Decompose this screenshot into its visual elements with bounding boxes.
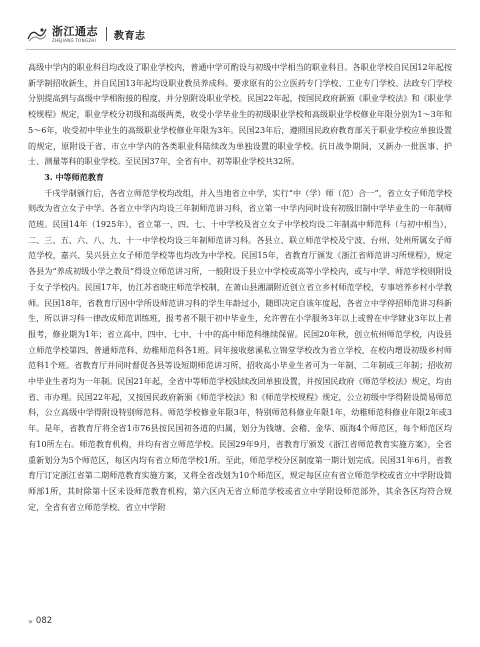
zhejiang-tongzhi-logo [26,25,98,43]
header-rule [26,49,456,50]
double-chevron-icon: » [28,616,32,626]
section-heading: 3. 中等师范教育 [44,171,105,182]
body-paragraph: 高级中学内的职业科目均改设了职业学校内，普通中学可酌设与初级中学相当的职业科目。各职业学校自民国12年起按新学制招收新生，并自民国13年起均设职业教员养成科。要求原有的公立医药专门学校、工业专门学校、法政专门学校分别提高到与高级中学相衔接的程度，并分别附设职业学校。民国22年起，按国民政府新颁《职业学校法》和《职业学校规程》规定，职业学校分初级和高级两类，收受小学毕业生的初级职业学校和高级职业学校修业年限分别为1～3年和5～6年，收受初中毕业生的高级职业学校修业年限为3年。民国23年后，遵照国民政府教育部关于职业学校应单独设置的规定，原附设于省、市立中学内的各类职业科陆续改为单独设置的职业学校。抗日战争期间，又新办一批医事、护士、测量等科的职业学校。至民国37年，全省有中、初等职业学校共32所。 [28,62,452,167]
gazetteer-emblem-icon [26,25,48,43]
header-divider [106,27,107,41]
logo-chinese-title: 浙江通志 [52,24,98,38]
page-body [28,60,452,515]
volume-title: 教育志 [114,30,146,42]
running-header [26,22,456,46]
body-paragraph: 千戌学制颁行后，各省立师范学校均改组，并入当地省立中学，实行“中（学）师（范）合一”，省立女子师范学校则改为省立女子中学。各省立中学内均设三年制师范讲习科，省立第一中学内同时设有初级旧制中学毕业生的一年制师范班。民国14年（1925年），省立第一、四、七、十中学校及省立女子中学校均设二年制高中师范科（与初中相当），二、三、五、六、八、九、十一中学校均设三年制师范讲习科。各县立、联立师范学校及宁波、台州、处州所属女子师范学校，嘉兴、吴兴县立女子师范学校等也均改为中学校。民国15年，省教育厅颁发《浙江省师范讲习所规程》，规定各县为“养成初级小学之教员”得设立师范讲习所，一般附设于县立中学校或高等小学校内，或与中学、师范学校则附设于女子学校内。民国17年，仿江苏省晓庄师范学校制，在萧山县湘湖附近创立省立乡村师范学校，专事培养乡村小学教师。民国18年，省教育厅因中学所设师范讲习科的学生年龄过小，随即决定自该年度起，各省立中学停招师范讲习科新生，所以讲习科一律改成师范训练班，报考者不限于初中毕业生，允许曾在小学服务3年以上或曾在中学肄业3年以上者报考，修业期为1年；省立高中、四中、七中、十中的高中师范科继续保留。民国20年秋，创立杭州师范学校，内设县立师范学校第四、普通师范科、幼稚师范科各1班。同年接收慈溪私立锦堂学校改为省立学校，在校内增设初级乡村师范科1个班。省教育厅并同时督促各县等设短期师范讲习所，招收高小毕业生者可为一年制、二年制或三年制；招收初中毕业生者均为一年制。民国21年起，全省中等师范学校陆续改回单独设置，并按国民政府《师范学校法》规定，均由省、市办理。民国22年起，又按国民政府新颁《师范学校法》和《师范学校规程》规定，公立初级中学得附设简易师范科，公立高级中学得附设特别师范科。师范学校修业年限3年，特别师范科修业年限1年，幼稚师范科修业年限2年或3年。是年，省教育厅将全省1市76县按民国初各道的归属，划分为钱塘、会稽、金华、瓯海4个师范区，每个师范区均有10所左右。师范教育机构，并均有省立师范学校。民国29年9月，省教育厅颁发《浙江省师范教育实施方案》，全省重新划分为5个师范区，每区内均有省立师范学校1所。至此，师范学校分区制度第一期计划完成。民国31年6月，省教育厅订定浙江省第二期师范教育实施方案，又将全省改划为10个师范区，规定每区应有省立师范学校或省立中学附设简师部1所，其时除第十区未设师范教育机构，第六区内无省立师范学校或省立中学附设师范部外，其余各区均符合规定，全省有省立师范学校、省立中学附 [28,187,452,512]
page-footer [28,616,52,626]
logo-english-title: ZHEJIANG TONGZHI [52,37,97,43]
page-number: 082 [35,616,53,626]
